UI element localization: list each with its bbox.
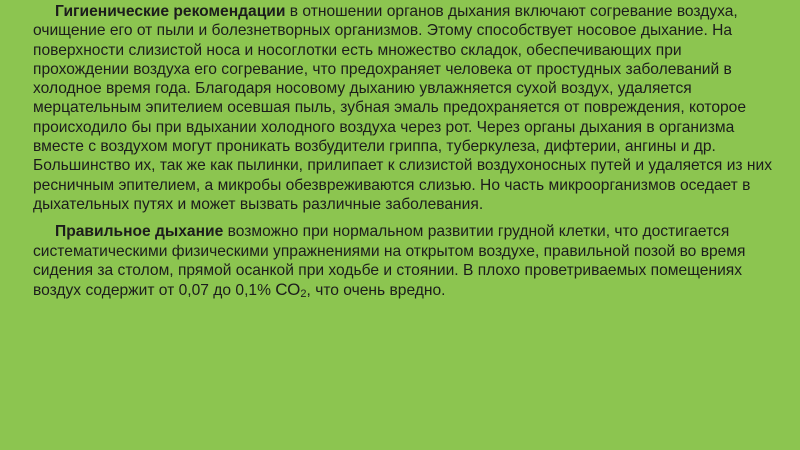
hygiene-text: в отношении органов дыхания включают согревание воздуха, очищение его от пыли и болезнетворных организмов. Этому способствует носовое дыхание. На поверхности слизистой носа и носоглотки есть множество складок, обеспечивающих при прохождении воздуха его согревание, что предохраняет человека от простудных заболеваний в холодное время года. Благодаря носовому дыханию увлажняется сухой воздух, удаляется мерцательным эпителием осевшая пыль, зубная эмаль предохраняется от повреждения, которое происходило бы при вдыхании холодного воздуха через рот. Через органы дыхания в организма вместе с воздухом могут проникать возбудители гриппа, туберкулеза, дифтерии, ангины и др. Большинство их, так же как пылинки, прилипает к слизистой воздухоносных путей и удаляется из них ресничным эпителием, а микробы обезвреживаются слизью. Но часть микроорганизмов оседает в дыхательных путях и может вызвать различные заболевания. bbox=[33, 3, 773, 213]
text-block bbox=[33, 2, 775, 304]
breathing-tail: , что очень вредно. bbox=[306, 282, 446, 300]
breathing-heading: Правильное дыхание bbox=[55, 223, 224, 241]
paragraph-breathing bbox=[33, 222, 775, 304]
hygiene-heading: Гигиенические рекомендации bbox=[55, 3, 286, 20]
paragraph-hygiene bbox=[33, 2, 775, 214]
breathing-text: возможно при нормальном развитии грудной клетки, что достигается систематическими физическими упражнениями на открытом воздухе, правильной позой во время сидения за столом, прямой осанкой при ходьбе и стоянии. В плохо проветриваемых помещениях воздух содержит от 0,07 до 0,1% bbox=[33, 223, 746, 300]
co2-main: СО bbox=[275, 280, 301, 300]
co2-formula bbox=[275, 280, 306, 299]
co2-subscript: 2 bbox=[300, 288, 307, 301]
